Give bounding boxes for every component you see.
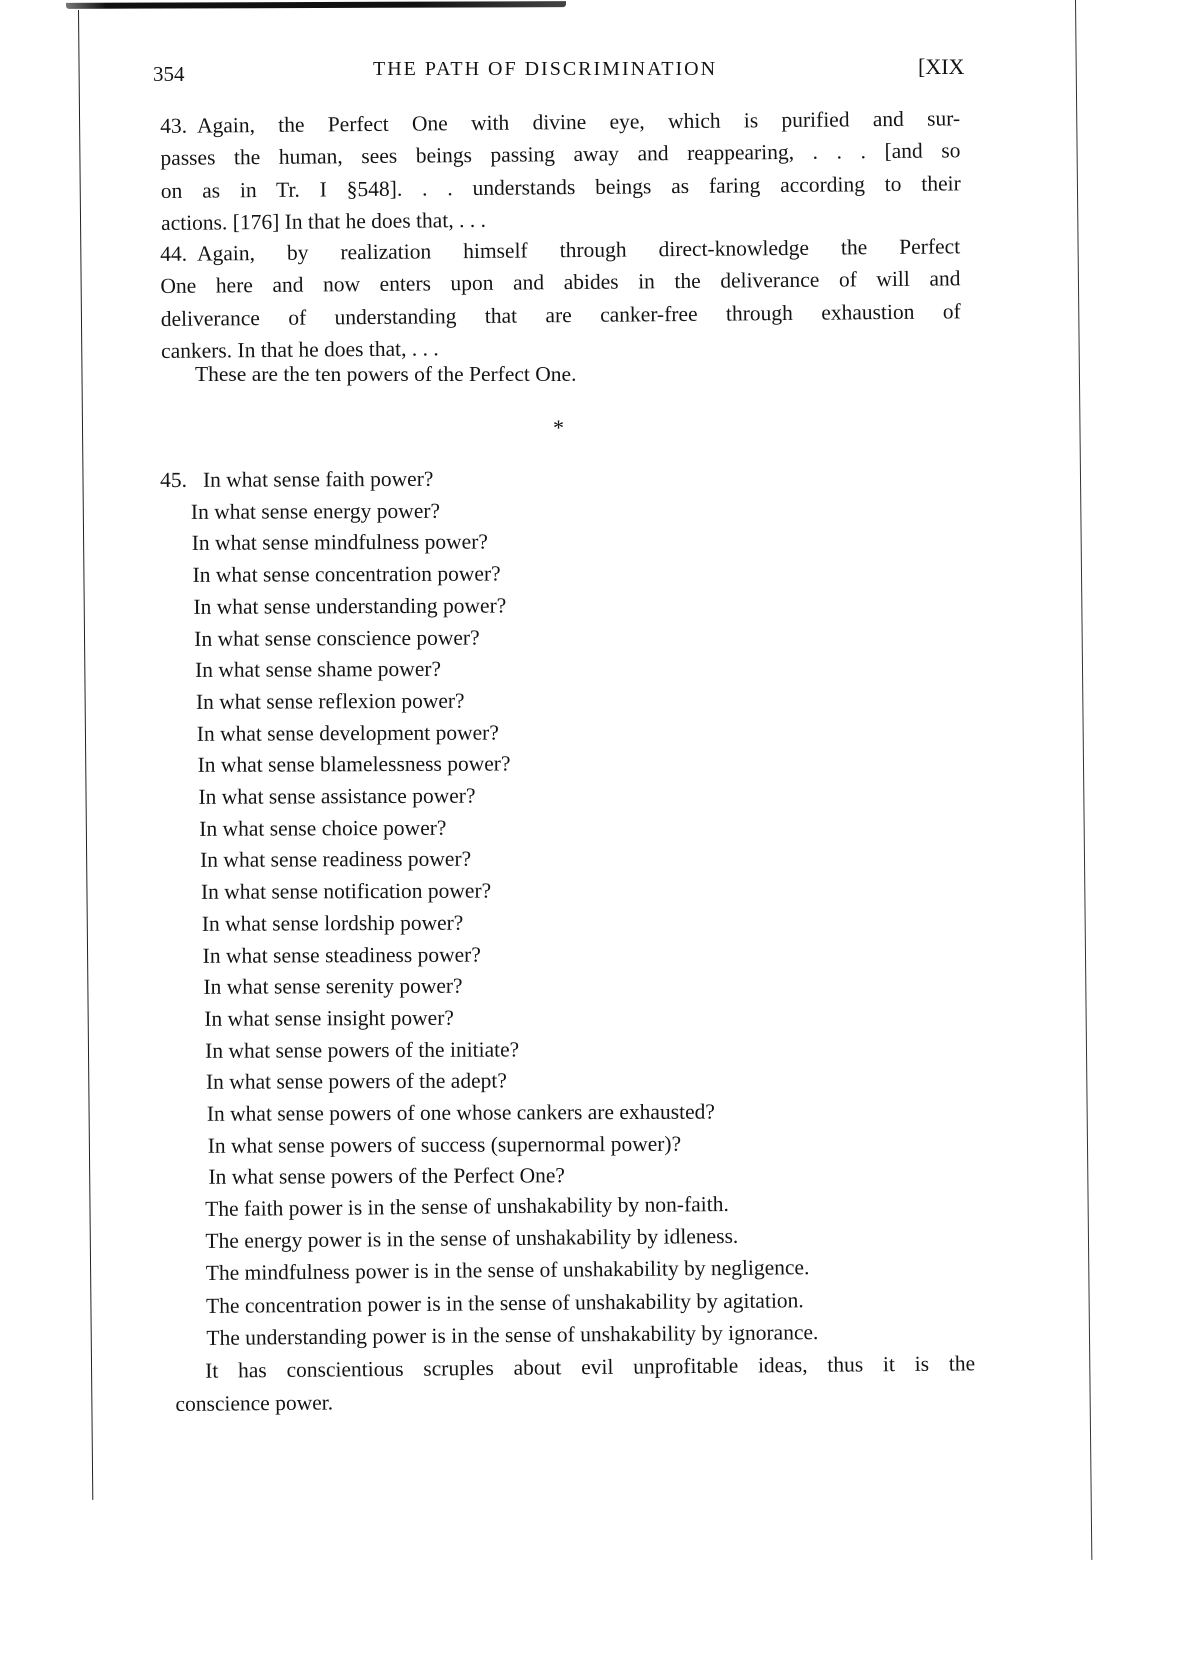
- paragraph-45-answers: [205, 1187, 819, 1354]
- paragraph-line: on as in Tr. I §548]. . . understands beings as faring according to their: [160, 170, 961, 203]
- paragraph-number: 45.: [160, 467, 187, 492]
- question-line: In what sense energy power?: [190, 498, 441, 524]
- paragraph-line: It has conscientious scruples about evil unprofitable ideas, thus it is the: [205, 1351, 976, 1383]
- paragraph-43: [160, 102, 961, 239]
- question-line: In what sense conscience power?: [194, 625, 480, 651]
- paragraph-line: cankers. In that he does that, . . .: [160, 336, 439, 363]
- question-line: 45. In what sense faith power?: [160, 466, 434, 492]
- scan-top-edge: [66, 1, 566, 9]
- question-line: In what sense understanding power?: [193, 593, 507, 619]
- answer-line: The mindfulness power is in the sense of unshakability by negligence.: [205, 1255, 810, 1286]
- paragraph-number: 44.: [160, 241, 188, 266]
- question-line: In what sense powers of one whose cankers are exhausted?: [206, 1099, 715, 1126]
- paragraph-line: One here and now enters upon and abides in the deliverance of will and: [160, 266, 961, 299]
- question-line: In what sense powers of success (supernormal power)?: [207, 1131, 682, 1158]
- question-line: In what sense shame power?: [195, 656, 442, 683]
- paragraph-45-questions: [160, 463, 715, 1195]
- question-line: In what sense blamelessness power?: [197, 751, 511, 778]
- question-line: In what sense mindfulness power?: [191, 529, 488, 556]
- answer-line: The energy power is in the sense of unshakability by idleness.: [205, 1224, 739, 1254]
- question-line: In what sense powers of the initiate?: [205, 1037, 520, 1063]
- question-line: In what sense concentration power?: [192, 561, 501, 587]
- paragraph-line: 44. Again, by realization himself through direct-knowledge the Perfect: [160, 234, 961, 266]
- paragraph-line: 43. Again, the Perfect One with divine eye, which is purified and sur-: [160, 106, 961, 138]
- chapter-mark: [XIX: [918, 54, 965, 79]
- paragraph-number: 43.: [160, 113, 188, 138]
- page-number: 354: [153, 62, 185, 86]
- answer-line: The faith power is in the sense of unshakability by non-faith.: [205, 1191, 729, 1221]
- question-line: In what sense lordship power?: [201, 910, 464, 936]
- paragraph-line: passes the human, sees beings passing away and reappearing, . . . [and so: [160, 138, 961, 171]
- question-line: In what sense powers of the adept?: [205, 1068, 507, 1095]
- question-line: In what sense choice power?: [199, 815, 447, 841]
- paragraph-44: [160, 230, 961, 367]
- question-line: In what sense development power?: [196, 720, 499, 746]
- question-line: In what sense readiness power?: [200, 847, 472, 873]
- paragraph-line: deliverance of understanding that are canker-free through exhaustion of: [160, 298, 961, 331]
- paragraph-line: actions. [176] In that he does that, . . .: [160, 207, 486, 235]
- question-line: In what sense serenity power?: [203, 973, 463, 1000]
- paragraph-45-continuation: [175, 1347, 976, 1421]
- answer-line: The concentration power is in the sense of unshakability by agitation.: [205, 1287, 804, 1318]
- question-line: In what sense reflexion power?: [195, 688, 465, 714]
- scan-right-margin-line: [1075, 0, 1092, 1560]
- answer-line: The understanding power is in the sense of unshakability by ignorance.: [206, 1319, 819, 1350]
- summary-line: These are the ten powers of the Perfect One.: [195, 362, 577, 386]
- question-line: In what sense insight power?: [204, 1005, 454, 1031]
- paragraph-line: conscience power.: [175, 1390, 334, 1416]
- scan-left-margin-line: [78, 10, 93, 1500]
- question-line: In what sense powers of the Perfect One?: [208, 1163, 565, 1190]
- page-header: [153, 54, 993, 88]
- question-line: In what sense notification power?: [200, 878, 492, 904]
- question-line: In what sense steadiness power?: [202, 942, 481, 968]
- running-title: THE PATH OF DISCRIMINATION: [373, 58, 718, 80]
- question-line: In what sense assistance power?: [198, 783, 476, 809]
- section-separator-asterisk: *: [553, 415, 564, 440]
